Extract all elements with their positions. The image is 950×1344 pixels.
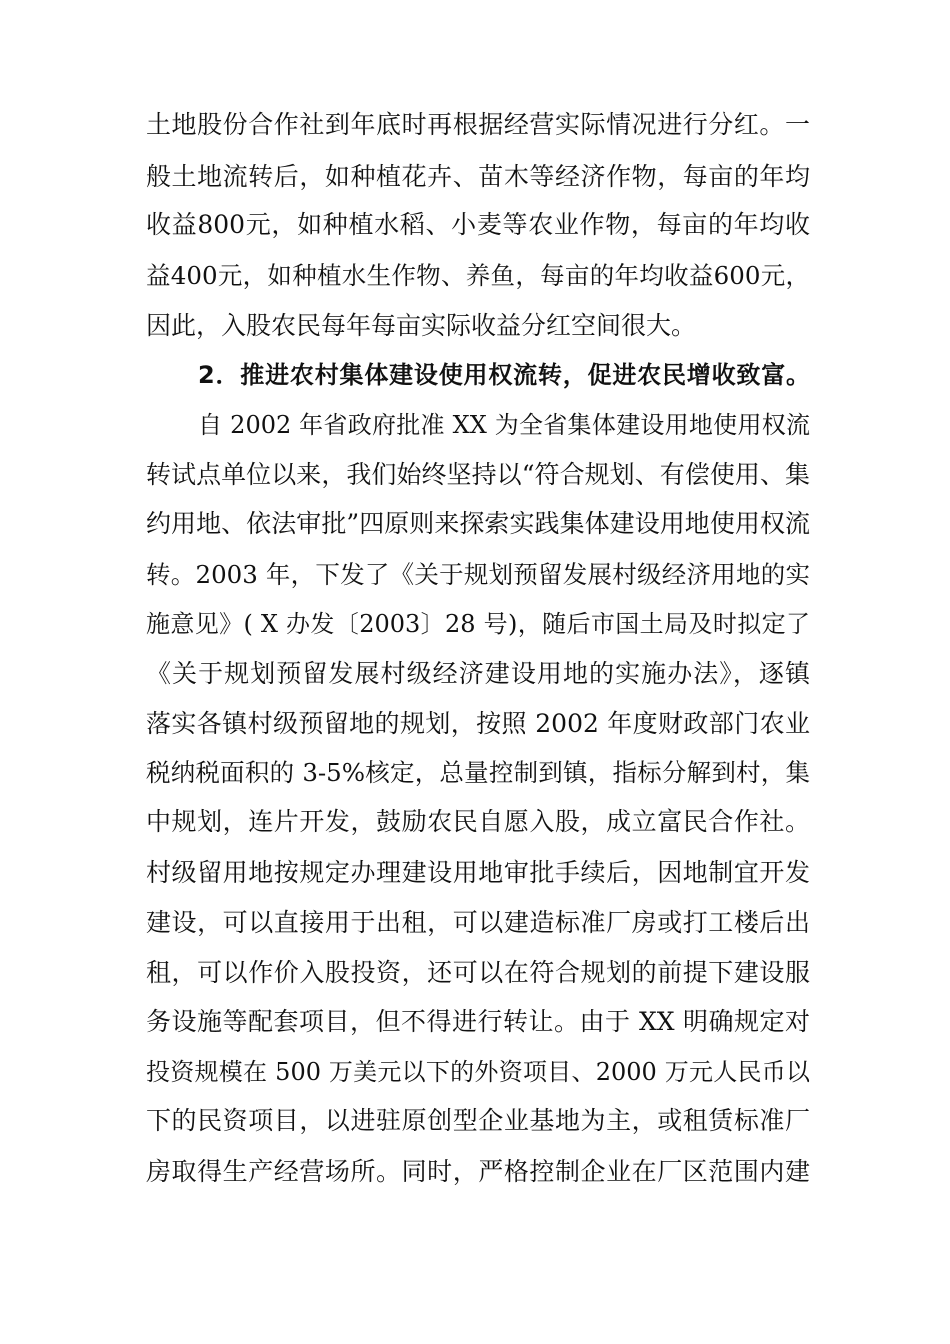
paragraph-line: 收益800元，如种植水稻、小麦等农业作物，每亩的年均收 — [146, 210, 810, 239]
paragraph-line: 施意见》( X 办发〔2003〕28 号)，随后市国土局及时拟定了 — [146, 610, 810, 638]
paragraph-line: 务设施等配套项目，但不得进行转让。由于 XX 明确规定对 — [146, 1007, 810, 1036]
paragraph-line: 村级留用地按规定办理建设用地审批手续后，因地制宜开发 — [146, 858, 810, 887]
paragraph-line: 土地股份合作社到年底时再根据经营实际情况进行分红。一 — [146, 110, 810, 139]
paragraph-line: 转。2003 年，下发了《关于规划预留发展村级经济用地的实 — [146, 560, 810, 589]
paragraph-line: 因此，入股农民每年每亩实际收益分红空间很大。 — [146, 311, 697, 340]
paragraph-line: 投资规模在 500 万美元以下的外资项目、2000 万元人民币以 — [146, 1058, 810, 1086]
paragraph-line: 落实各镇村级预留地的规划，按照 2002 年度财政部门农业 — [146, 709, 810, 738]
paragraph-line: 税纳税面积的 3-5%核定，总量控制到镇，指标分解到村，集 — [146, 758, 810, 787]
paragraph-line: 般土地流转后，如种植花卉、苗木等经济作物，每亩的年均 — [146, 162, 810, 191]
paragraph-line: 益400元，如种植水生作物、养鱼，每亩的年均收益600元， — [146, 261, 810, 290]
paragraph-line: 租，可以作价入股投资，还可以在符合规划的前提下建设服 — [146, 958, 810, 987]
paragraph-line: 约用地、依法审批”四原则来探索实践集体建设用地使用权流 — [146, 509, 810, 538]
paragraph-line: 房取得生产经营场所。同时，严格控制企业在厂区范围内建 — [146, 1157, 810, 1186]
paragraph-line: 转试点单位以来，我们始终坚持以“符合规划、有偿使用、集 — [146, 460, 810, 489]
paragraph-line: 建设，可以直接用于出租，可以建造标准厂房或打工楼后出 — [146, 908, 810, 937]
paragraph-line: 自 2002 年省政府批准 XX 为全省集体建设用地使用权流 — [198, 411, 810, 439]
paragraph-line: 《关于规划预留发展村级经济建设用地的实施办法》，逐镇 — [146, 659, 810, 688]
paragraph-line: 下的民资项目，以进驻原创型企业基地为主，或租赁标准厂 — [146, 1106, 810, 1135]
section-heading: 2．推进农村集体建设使用权流转，促进农民增收致富。 — [198, 361, 810, 389]
paragraph-line: 中规划，连片开发，鼓励农民自愿入股，成立富民合作社。 — [146, 807, 810, 836]
